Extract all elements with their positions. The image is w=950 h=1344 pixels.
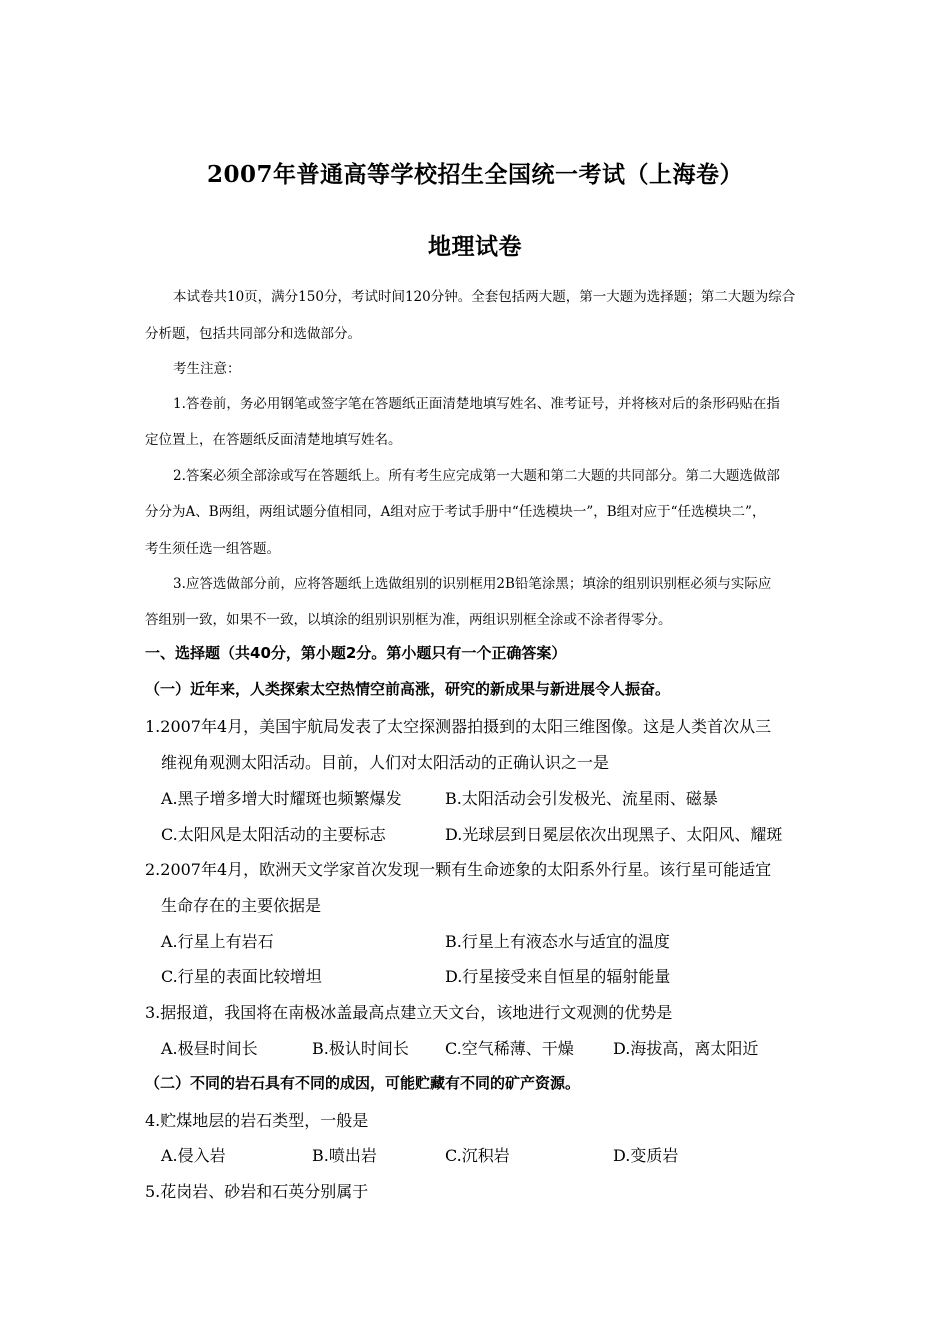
exam-subtitle: 地理试卷: [428, 233, 522, 260]
note-2-line-3: 考生须任选一组答题。: [145, 541, 280, 557]
intro-line-2: 分析题，包括共同部分和选做部分。: [145, 326, 361, 342]
q4-option-b: B.喷出岩: [312, 1146, 377, 1165]
exam-title: 2007年普通高等学校招生全国统一考试（上海卷）: [206, 161, 743, 188]
group-2-heading: （二）不同的岩石具有不同的成因，可能贮藏有不同的矿产资源。: [145, 1074, 581, 1092]
q4-option-c: C.沉积岩: [445, 1146, 510, 1165]
note-1-line-1: 1.答卷前，务必用钢笔或签字笔在答题纸正面清楚地填写姓名、准考证号，并将核对后的条形码贴在指: [173, 396, 780, 412]
q1-option-d: D.光球层到日冕层依次出现黑子、太阳风、耀斑: [445, 825, 783, 844]
q2-option-d: D.行星接受来自恒星的辐射能量: [445, 967, 671, 986]
q3-stem-line-1: 3.据报道，我国将在南极冰盖最高点建立天文台，该地进行文观测的优势是: [145, 1003, 673, 1022]
q2-stem-line-1: 2.2007年4月，欧洲天文学家首次发现一颗有生命迹象的太阳系外行星。该行星可能适宜: [145, 860, 772, 879]
note-2-line-2: 分分为A、B两组，两组试题分值相同，A组对应于考试手册中“任选模块一”，B组对应于“任选模块二”，: [145, 504, 766, 520]
q4-option-a: A.侵入岩: [161, 1146, 226, 1165]
q1-option-a: A.黑子增多增大时耀斑也频繁爆发: [161, 789, 402, 808]
q3-option-c: C.空气稀薄、干燥: [445, 1039, 574, 1058]
note-3-line-1: 3.应答选做部分前，应将答题纸上选做组别的识别框用2B铅笔涂黑；填涂的组别识别框必须与实际应: [173, 576, 772, 592]
q1-stem-line-1: 1.2007年4月，美国宇航局发表了太空探测器拍摄到的太阳三维图像。这是人类首次从三: [145, 717, 772, 736]
q2-option-b: B.行星上有液态水与适宜的温度: [445, 932, 670, 951]
q1-option-c: C.太阳风是太阳活动的主要标志: [161, 825, 386, 844]
q4-stem-line-1: 4.贮煤地层的岩石类型，一般是: [145, 1111, 369, 1130]
group-1-heading: （一）近年来，人类探索太空热情空前高涨，研究的新成果与新进展令人振奋。: [145, 680, 671, 698]
q2-option-a: A.行星上有岩石: [161, 932, 274, 951]
q1-stem-line-2: 维视角观测太阳活动。目前，人们对太阳活动的正确认识之一是: [161, 753, 610, 772]
q1-option-b: B.太阳活动会引发极光、流星雨、磁暴: [445, 789, 718, 808]
note-1-line-2: 定位置上，在答题纸反面清楚地填写姓名。: [145, 432, 402, 448]
notice-heading: 考生注意：: [173, 361, 241, 377]
q3-option-b: B.极认时间长: [312, 1039, 409, 1058]
q2-option-c: C.行星的表面比较增坦: [161, 967, 322, 986]
section-1-heading: 一、选择题（共40分，第小题2分。第小题只有一个正确答案）: [145, 644, 567, 662]
note-2-line-1: 2.答案必须全部涂或写在答题纸上。所有考生应完成第一大题和第二大题的共同部分。第二大题选做部: [173, 468, 780, 484]
q2-stem-line-2: 生命存在的主要依据是: [161, 896, 322, 915]
q4-option-d: D.变质岩: [613, 1146, 679, 1165]
intro-line-1: 本试卷共10页，满分150分，考试时间120分钟。全套包括两大题，第一大题为选择题；第二大题为综合: [173, 289, 796, 305]
q5-stem-line-1: 5.花岗岩、砂岩和石英分别属于: [145, 1182, 369, 1201]
q3-option-a: A.极昼时间长: [161, 1039, 258, 1058]
q3-option-d: D.海拔高，离太阳近: [613, 1039, 759, 1058]
note-3-line-2: 答组别一致，如果不一致，以填涂的组别识别框为准，两组识别框全涂或不涂者得零分。: [145, 612, 672, 628]
